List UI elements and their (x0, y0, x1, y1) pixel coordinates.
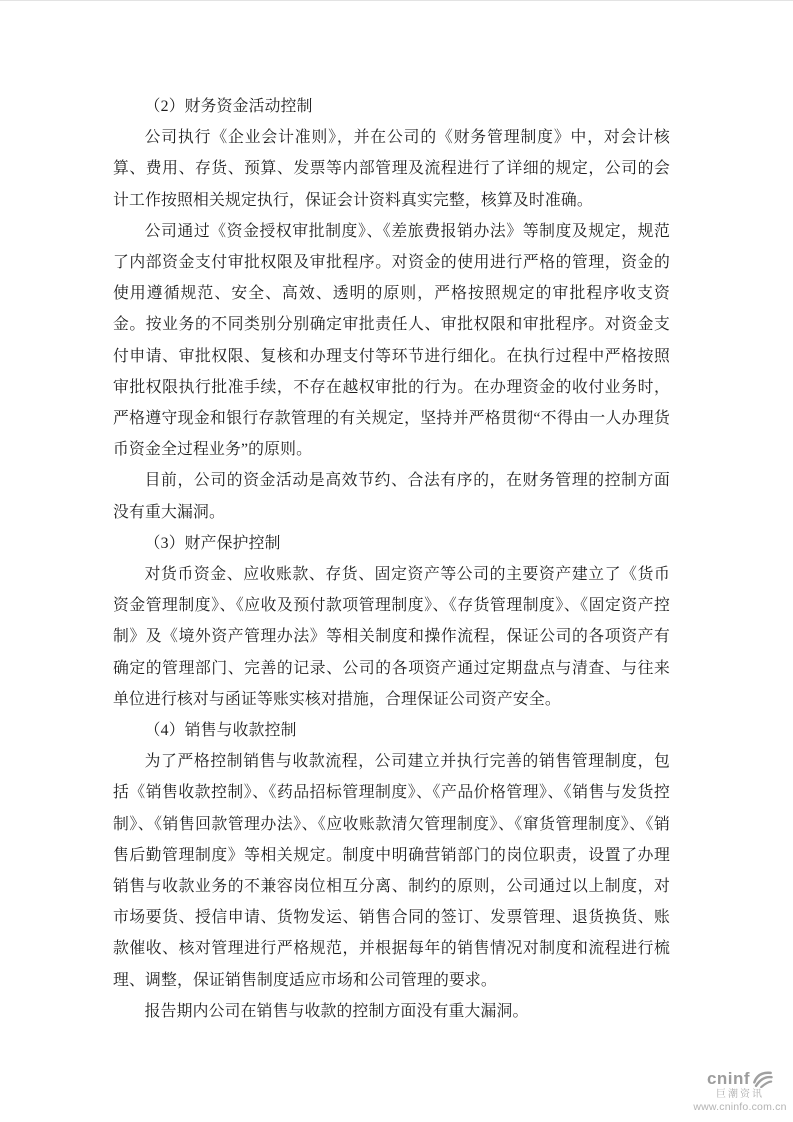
paragraph: 报告期内公司在销售与收款的控制方面没有重大漏洞。 (144, 1002, 529, 1020)
cninfo-swirl-icon (752, 1069, 773, 1088)
paragraph: 公司通过《资金授权审批制度》、《差旅费报销办法》等制度及规定，规范了内部资金支付审批权限及审批程序。对资金的使用进行严格的管理，资金的使用遵循规范、安全、高效、透明的原则，严格按照规定的审批程序收支资金。按业务的不同类别分别确定审批责任人、审批权限和审批程序。对资金支付申请、审批权限、复核和办理支付等环节进行细化。在执行过程中严格按照审批权限执行批准手续，不存在越权审批的行为。在办理资金的收付业务时，严格遵守现金和银行存款管理的有关规定，坚持并严格贯彻“不得由一人办理货币资金全过程业务”的原则。 (113, 222, 670, 459)
paragraph: 对货币资金、应收账款、存货、固定资产等公司的主要资产建立了《货币资金管理制度》、《应收及预付款项管理制度》、《存货管理制度》、《固定资产控制》及《境外资产管理办法》等相关制度和操作流程，保证公司的各项资产有确定的管理部门、完善的记录、公司的各项资产通过定期盘点与清查、与往来单位进行核对与函证等账实核对措施，合理保证公司资产安全。 (113, 566, 670, 708)
cninfo-wordmark: cninf (706, 1068, 751, 1088)
section-heading: （2）财务资金活动控制 (144, 98, 313, 115)
cninfo-wordmark-row (690, 1069, 790, 1088)
cninfo-chinese-name: 巨潮资讯 (716, 1088, 764, 1100)
cninfo-logo (690, 1069, 790, 1113)
paragraph: 为了严格控制销售与收款流程，公司建立并执行完善的销售管理制度，包括《销售收款控制》、《药品招标管理制度》、《产品价格管理》、《销售与发货控制》、《销售回款管理办法》、《应收账款清欠管理制度》、《窜货管理制度》、《销售后勤管理制度》等相关规定。制度中明确营销部门的岗位职责，设置了办理销售与收款业务的不兼容岗位相互分离、制约的原则，公司通过以上制度，对市场要货、授信申请、货物发运、销售合同的签订、发票管理、退货换货、账款催收、核对管理进行严格规范，并根据每年的销售情况对制度和流程进行梳理、调整，保证销售制度适应市场和公司管理的要求。 (113, 753, 670, 989)
section-heading: （3）财产保护控制 (144, 534, 281, 552)
document-body (113, 91, 670, 1027)
paragraph: 公司执行《企业会计准则》，并在公司的《财务管理制度》中，对会计核算、费用、存货、预算、发票等内部管理及流程进行了详细的规定，公司的会计工作按照相关规定执行，保证会计资料真实完整，核算及时准确。 (113, 129, 670, 209)
paragraph: 目前，公司的资金活动是高效节约、合法有序的，在财务管理的控制方面没有重大漏洞。 (113, 472, 670, 521)
cninfo-url: www.cninfo.com.cn (693, 1100, 787, 1113)
section-heading: （4）销售与收款控制 (144, 722, 297, 740)
